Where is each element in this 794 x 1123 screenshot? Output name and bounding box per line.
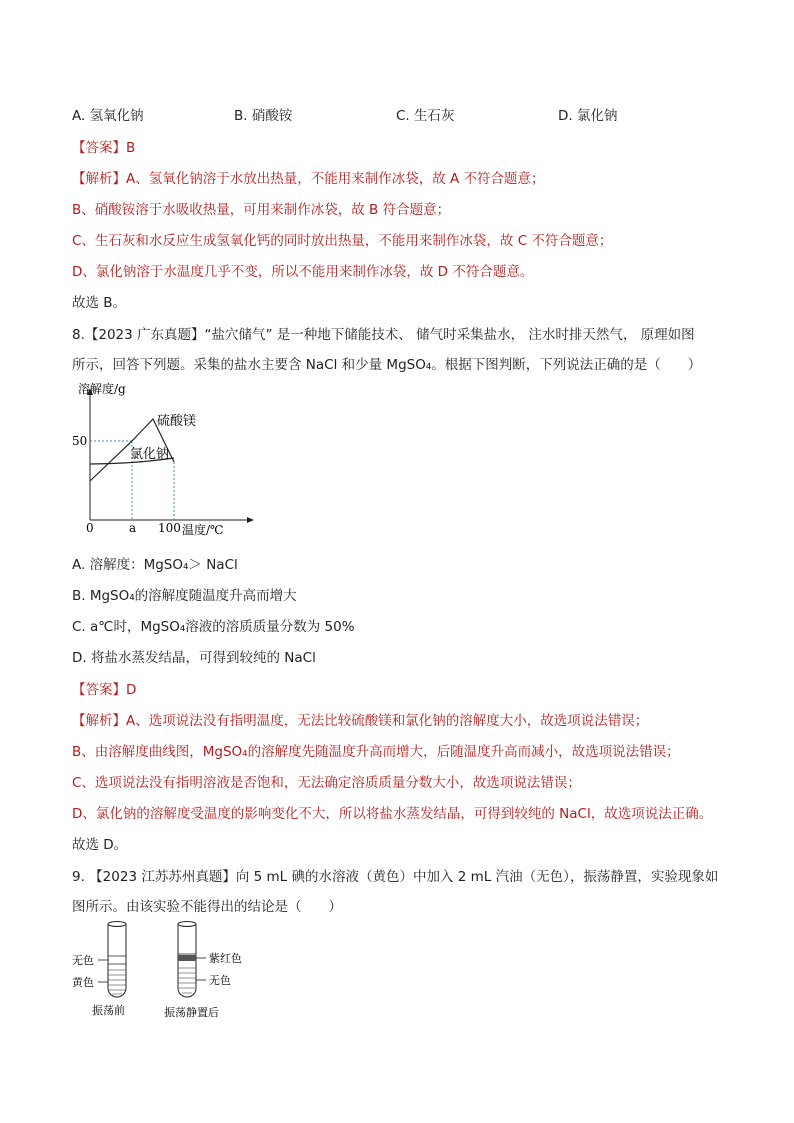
q9-stem-line1: 9. 【2023 江苏苏州真题】向 5 mL 碘的水溶液（黄色）中加入 2 mL 汽油（无色），振荡静置，实验现象如 [72, 869, 719, 885]
solubility-figure [72, 380, 262, 544]
q8-analysis-b: B、由溶解度曲线图，MgSO₄的溶解度先随温度升高而增大，后随温度升高而减小，故选项说法错误； [72, 744, 680, 760]
y-tick-50: 50 [72, 434, 88, 448]
x-tick-a: a [129, 521, 137, 535]
x-axis-arrow [247, 517, 254, 523]
tube-before-caption: 振荡前 [92, 1004, 125, 1017]
q7-conclusion: 故选 B。 [72, 295, 127, 311]
q7-analysis-c: C、生石灰和水反应生成氢氧化钙的同时放出热量，不能用来制作冰袋，故 C 不符合题意； [72, 233, 613, 249]
q9-stem-line2: 图所示。由该实验不能得出的结论是（ ） [72, 899, 342, 915]
q7-answer [72, 136, 135, 156]
q7-analysis-d: D、氯化钠溶于水温度几乎不变，所以不能用来制作冰袋，故 D 不符合题意。 [72, 264, 534, 280]
tube-after-caption: 振荡静置后 [164, 1006, 219, 1019]
tube-after [178, 922, 206, 998]
q7-answer-label: 【答案】 [72, 140, 126, 156]
q7-answer-value: B [126, 140, 136, 156]
q8-answer [72, 678, 136, 698]
q8-analysis-label: 【解析】 [72, 713, 126, 729]
tube-before [98, 922, 126, 998]
q8-option-c: C. a℃时，MgSO₄溶液的溶质质量分数为 50% [72, 619, 355, 635]
tube-after-bottom-label: 无色 [209, 974, 231, 987]
q8-analysis-d: D、氯化钠的溶解度受温度的影响变化不大，所以将盐水蒸发结晶，可得到较纯的 NaCl，故选项说法正确。 [72, 806, 713, 822]
x-axis-label: 温度/℃ [182, 523, 224, 537]
q8-option-d: D. 将盐水蒸发结晶，可得到较纯的 NaCl [72, 650, 316, 666]
test-tubes [72, 918, 262, 1023]
tube-before-bottom-label: 黄色 [72, 976, 94, 989]
test-tubes-figure [72, 918, 262, 1027]
q8-analysis-a: 【解析】A、选项说法没有指明温度，无法比较硫酸镁和氯化钠的溶解度大小，故选项说法错误； [72, 713, 649, 729]
q7-option-c: C. 生石灰 [396, 108, 455, 124]
q8-stem-line2: 所示，回答下列题。采集的盐水主要含 NaCl 和少量 MgSO₄。根据下图判断，下列说法正确的是（ ） [72, 357, 702, 373]
q8-stem-line1: 8.【2023 广东真题】“盐穴储气” 是一种地下储能技术、 储气时采集盐水， 注水时排天然气， 原理如图 [72, 327, 695, 343]
y-axis-label: 溶解度/g [78, 382, 126, 396]
mgso4-label: 硫酸镁 [157, 414, 197, 429]
q8-analysis-c: C、选项说法没有指明溶液是否饱和，无法确定溶质质量分数大小，故选项说法错误； [72, 775, 581, 791]
q7-option-a: A. 氢氧化钠 [72, 108, 144, 124]
solubility-chart [72, 380, 262, 540]
q8-answer-value: D [126, 682, 137, 698]
q8-answer-label: 【答案】 [72, 682, 126, 698]
x-tick-0: 0 [86, 521, 94, 535]
x-tick-100: 100 [158, 521, 181, 535]
q7-analysis-a: 【解析】A、氢氧化钠溶于水放出热量，不能用来制作冰袋，故 A 不符合题意； [72, 171, 545, 187]
q8-option-a: A. 溶解度：MgSO₄＞ NaCl [72, 557, 238, 573]
q8-conclusion: 故选 D。 [72, 837, 128, 853]
nacl-label: 氯化钠 [130, 447, 170, 462]
q7-option-b: B. 硝酸铵 [234, 108, 293, 124]
q7-analysis-b: B、硝酸铵溶于水吸收热量，可用来制作冰袋，故 B 符合题意； [72, 202, 451, 218]
tube-before-top-label: 无色 [72, 954, 94, 967]
q7-option-d: D. 氯化钠 [558, 108, 618, 124]
q8-option-b: B. MgSO₄的溶解度随温度升高而增大 [72, 588, 297, 604]
tube-after-top-label: 紫红色 [209, 952, 242, 965]
q7-analysis-label: 【解析】 [72, 171, 126, 187]
q7-options [72, 104, 732, 124]
